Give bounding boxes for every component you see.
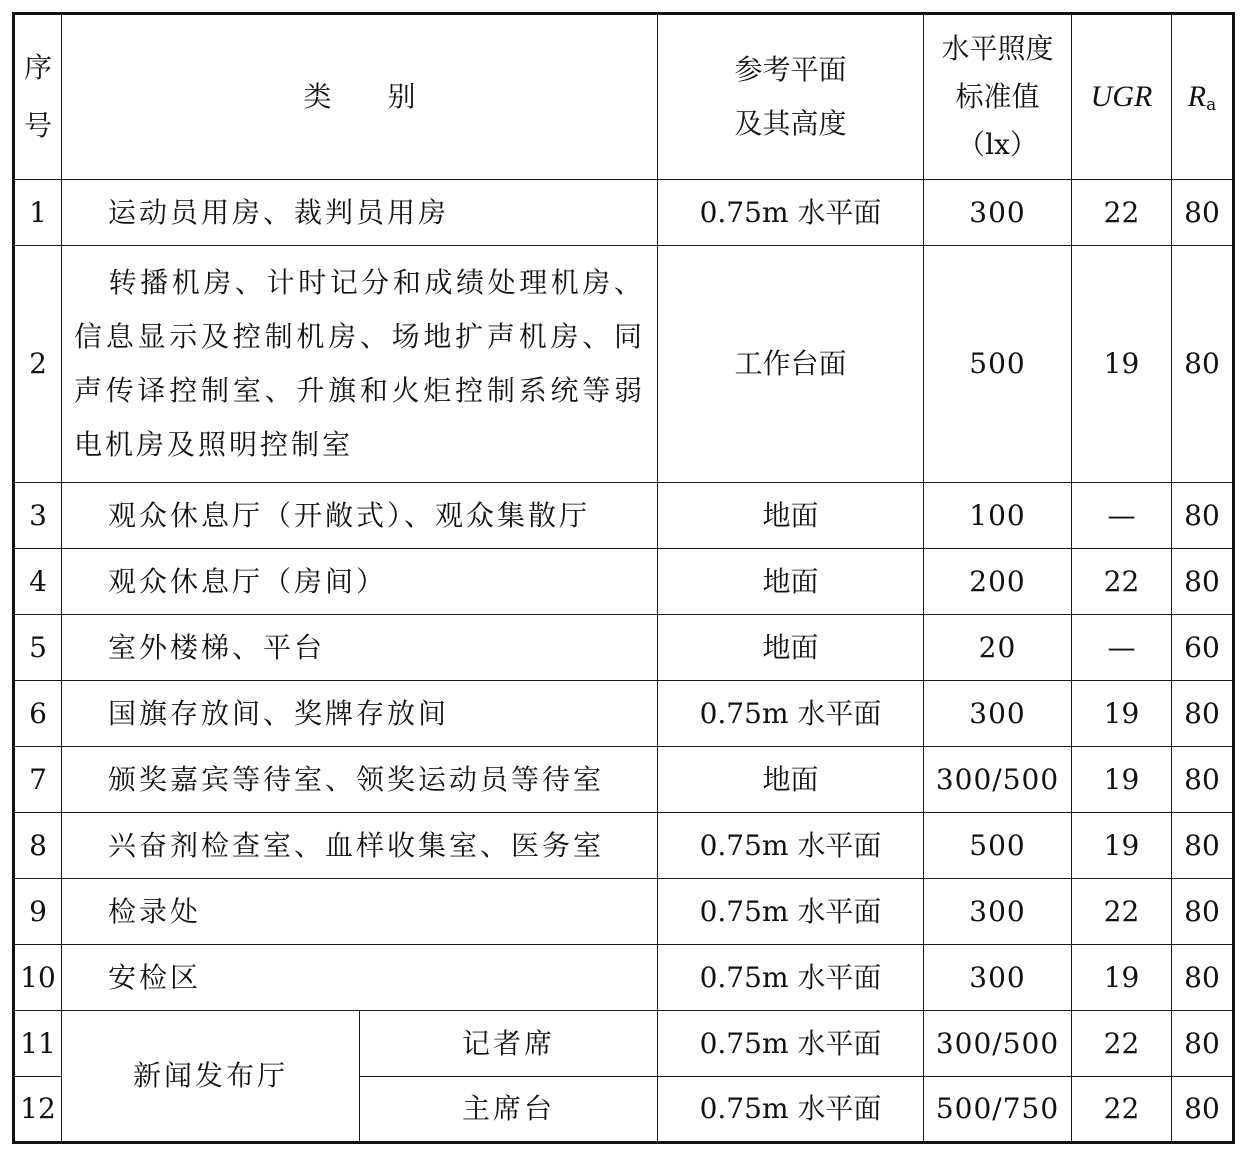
row-illuminance: 300 [924, 180, 1072, 246]
header-ra: $R_a$ [1172, 14, 1234, 180]
row-reference-plane: 0.75m 水平面 [658, 1011, 924, 1077]
row-ra: 80 [1172, 813, 1234, 879]
table-row [14, 483, 1234, 549]
row-illuminance: 300 [924, 879, 1072, 945]
row-ra: 80 [1172, 747, 1234, 813]
table-row [14, 549, 1234, 615]
table-row [14, 813, 1234, 879]
row-ugr: 22 [1072, 1077, 1172, 1143]
row-number: 6 [14, 681, 62, 747]
row-ra: 80 [1172, 1011, 1234, 1077]
row-ra: 80 [1172, 483, 1234, 549]
row-ugr: 19 [1072, 945, 1172, 1011]
row-category: 观众休息厅（开敞式）、观众集散厅 [62, 483, 658, 549]
row-ugr: 19 [1072, 681, 1172, 747]
header-ref-plane-line2: 及其高度 [734, 107, 847, 140]
row-reference-plane: 地面 [658, 747, 924, 813]
header-category-char-2: 别 [387, 80, 416, 114]
table-row [14, 1011, 1234, 1077]
row-reference-plane: 工作台面 [658, 246, 924, 483]
row-reference-plane: 0.75m 水平面 [658, 180, 924, 246]
row-category: 安检区 [62, 945, 658, 1011]
table-row [14, 747, 1234, 813]
row-ugr: — [1072, 483, 1172, 549]
table-row [14, 180, 1234, 246]
row-ugr: — [1072, 615, 1172, 681]
row-illuminance: 300/500 [924, 747, 1072, 813]
header-ref-plane-line1: 参考平面 [734, 53, 847, 87]
row-ra: 80 [1172, 945, 1234, 1011]
header-illuminance-line1: 水平照度 [941, 32, 1054, 66]
row-category: 检录处 [62, 879, 658, 945]
row-subcategory: 记者席 [360, 1011, 658, 1077]
header-ugr: UGR [1072, 14, 1172, 180]
row-illuminance: 300 [924, 945, 1072, 1011]
row-category: 国旗存放间、奖牌存放间 [62, 681, 658, 747]
row-number: 10 [14, 945, 62, 1011]
row-number: 9 [14, 879, 62, 945]
row-number: 3 [14, 483, 62, 549]
table-row [14, 945, 1234, 1011]
row-number: 12 [14, 1077, 62, 1143]
row-number: 1 [14, 180, 62, 246]
row-ra: 80 [1172, 180, 1234, 246]
row-illuminance: 200 [924, 549, 1072, 615]
row-category: 转播机房、计时记分和成绩处理机房、信息显示及控制机房、场地扩声机房、同声传译控制室、升旗和火炬控制系统等弱电机房及照明控制室 [62, 246, 658, 483]
row-number: 5 [14, 615, 62, 681]
row-illuminance: 20 [924, 615, 1072, 681]
header-category-char-1: 类 [303, 80, 332, 114]
row-category: 观众休息厅（房间） [62, 549, 658, 615]
table-row [14, 615, 1234, 681]
row-reference-plane: 0.75m 水平面 [658, 945, 924, 1011]
row-number: 7 [14, 747, 62, 813]
row-reference-plane: 0.75m 水平面 [658, 813, 924, 879]
row-ugr: 22 [1072, 879, 1172, 945]
header-illuminance-unit: （lx） [957, 127, 1038, 161]
row-ugr: 19 [1072, 813, 1172, 879]
row-ugr: 22 [1072, 1011, 1172, 1077]
header-seq: 序号 [14, 14, 62, 180]
header-illuminance [924, 14, 1072, 180]
row-illuminance: 500 [924, 246, 1072, 483]
table-row [14, 681, 1234, 747]
table-row [14, 879, 1234, 945]
row-ra: 60 [1172, 615, 1234, 681]
header-ref-plane [658, 14, 924, 180]
row-illuminance: 500 [924, 813, 1072, 879]
row-number: 4 [14, 549, 62, 615]
row-number: 11 [14, 1011, 62, 1077]
row-reference-plane: 0.75m 水平面 [658, 681, 924, 747]
row-category: 兴奋剂检查室、血样收集室、医务室 [62, 813, 658, 879]
header-row [14, 14, 1234, 180]
row-ugr: 22 [1072, 549, 1172, 615]
illuminance-standards-table [12, 12, 1235, 1144]
row-illuminance: 100 [924, 483, 1072, 549]
row-ugr: 22 [1072, 180, 1172, 246]
row-subcategory: 主席台 [360, 1077, 658, 1143]
press-room-group-label: 新闻发布厅 [62, 1011, 360, 1143]
row-reference-plane: 地面 [658, 483, 924, 549]
header-illuminance-line2: 标准值 [955, 80, 1040, 114]
row-ra: 80 [1172, 681, 1234, 747]
row-number: 8 [14, 813, 62, 879]
row-illuminance: 300/500 [924, 1011, 1072, 1077]
row-illuminance: 300 [924, 681, 1072, 747]
row-category: 室外楼梯、平台 [62, 615, 658, 681]
row-number: 2 [14, 246, 62, 483]
row-category: 颁奖嘉宾等待室、领奖运动员等待室 [62, 747, 658, 813]
row-ra: 80 [1172, 246, 1234, 483]
row-reference-plane: 地面 [658, 615, 924, 681]
row-category: 运动员用房、裁判员用房 [62, 180, 658, 246]
row-ugr: 19 [1072, 246, 1172, 483]
row-ugr: 19 [1072, 747, 1172, 813]
row-illuminance: 500/750 [924, 1077, 1072, 1143]
row-ra: 80 [1172, 879, 1234, 945]
row-reference-plane: 0.75m 水平面 [658, 1077, 924, 1143]
row-ra: 80 [1172, 1077, 1234, 1143]
header-category [62, 14, 658, 180]
row-ra: 80 [1172, 549, 1234, 615]
row-reference-plane: 地面 [658, 549, 924, 615]
row-reference-plane: 0.75m 水平面 [658, 879, 924, 945]
table-row [14, 246, 1234, 483]
